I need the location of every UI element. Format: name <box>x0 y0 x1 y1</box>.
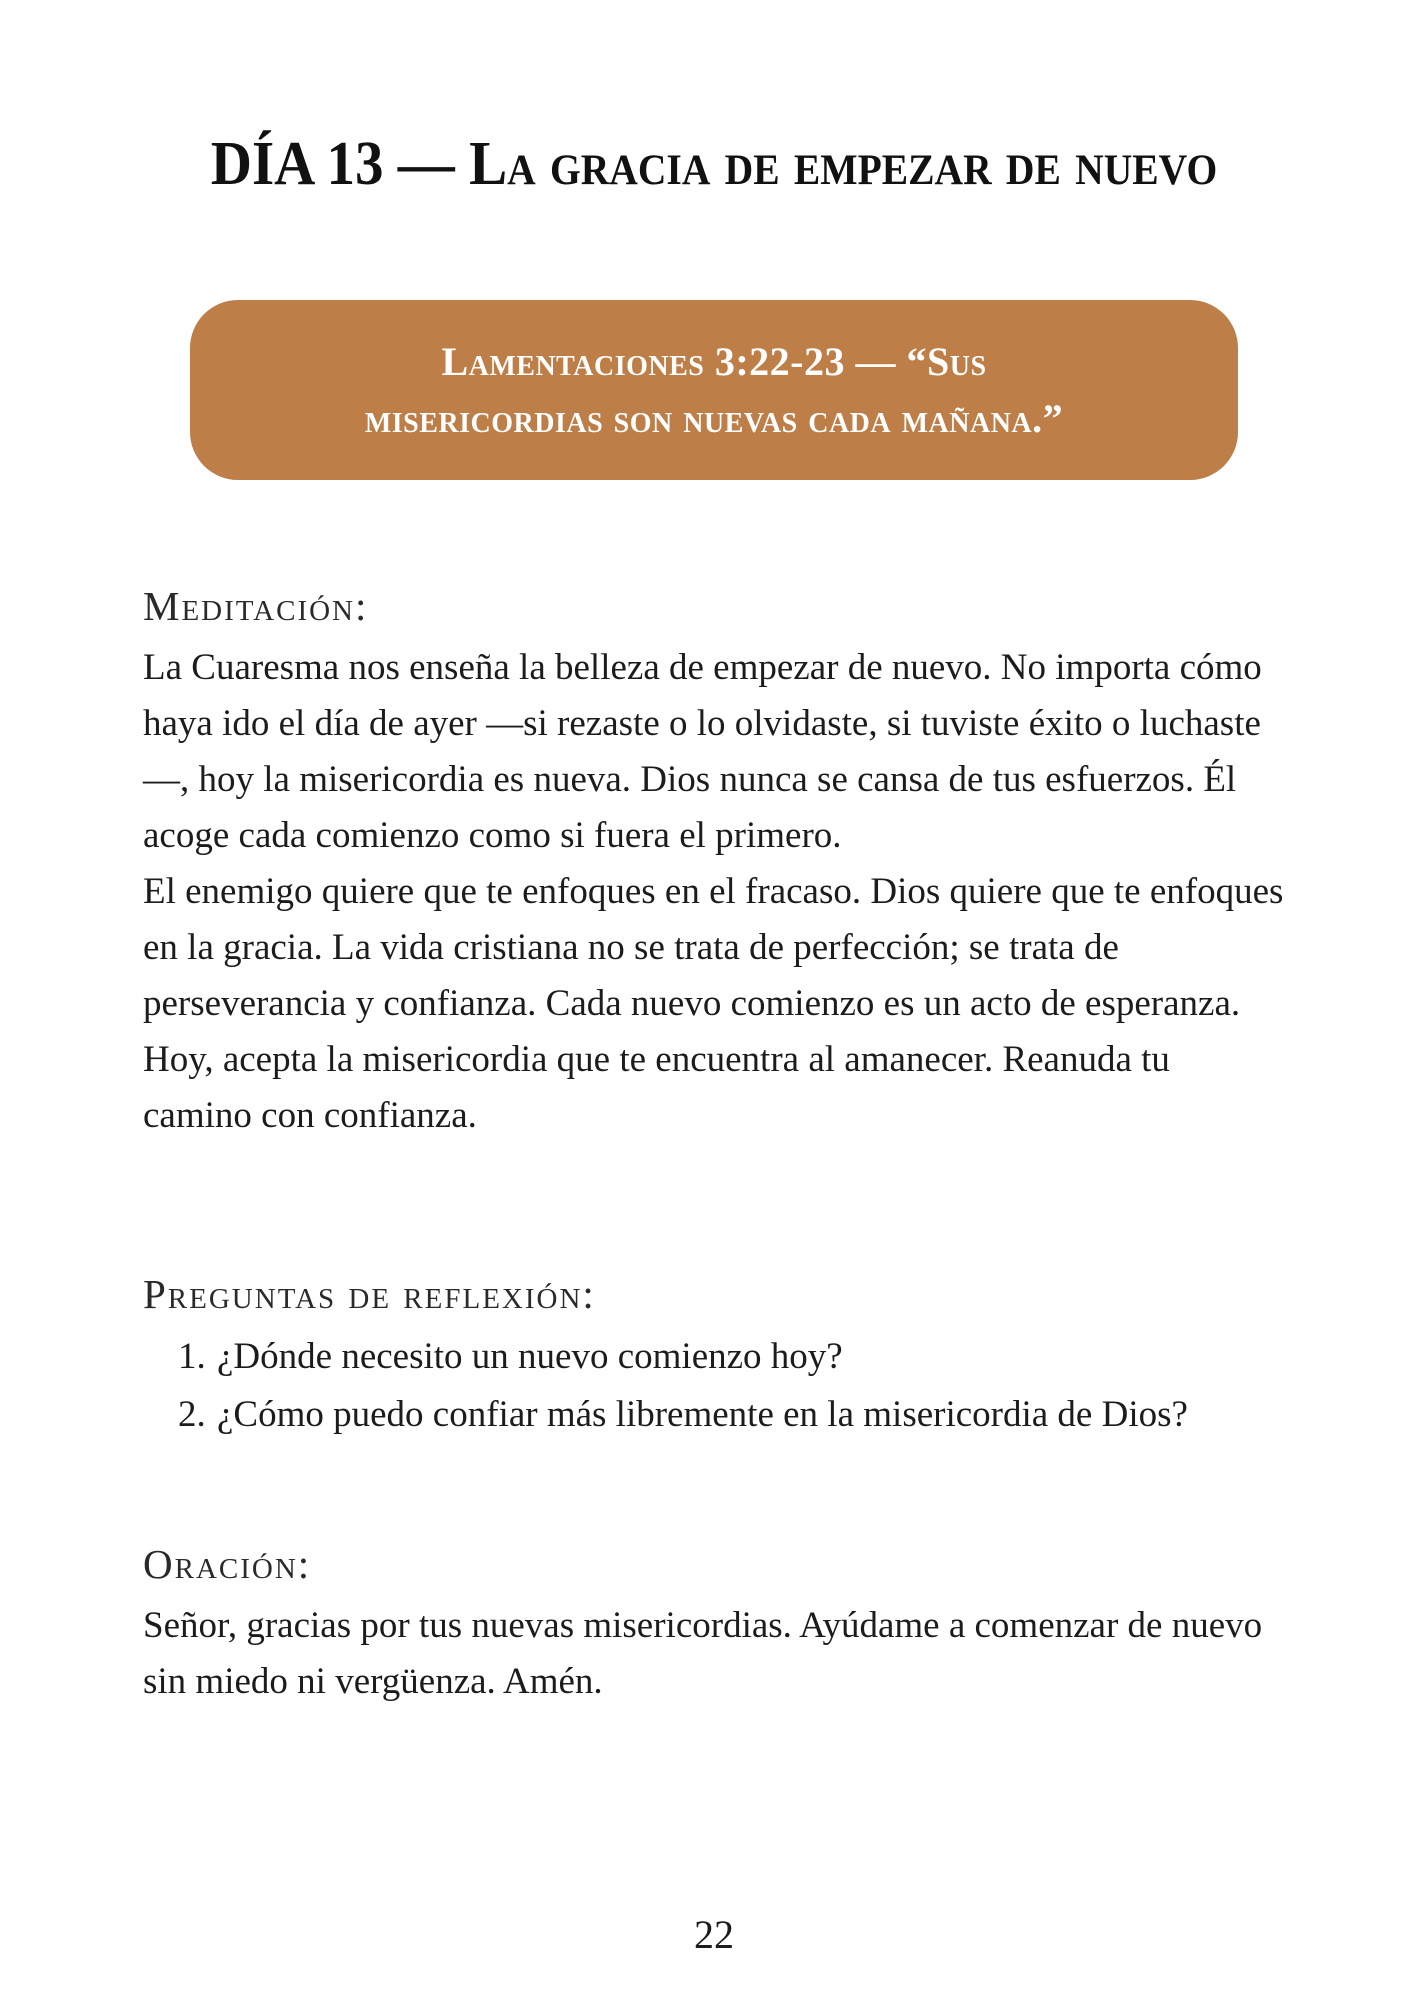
meditation-section <box>143 578 1285 1144</box>
page-content <box>0 578 1428 1710</box>
page-title: DÍA 13 — La gracia de empezar de nuevo <box>210 130 1218 198</box>
meditation-paragraph-1: La Cuaresma nos enseña la belleza de empezar de nuevo. No importa cómo haya ido el día de ayer —si rezaste o lo olvidaste, si tuviste éxito o luchaste—, hoy la misericordia es nueva. Dios nunca se cansa de tus esfuerzos. Él acoge cada comienzo como si fuera el primero. <box>143 647 1262 856</box>
meditation-heading: Meditación: <box>143 583 369 629</box>
prayer-paragraph: Señor, gracias por tus nuevas misericordias. Ayúdame a comenzar de nuevo sin miedo ni vergüenza. Amén. <box>143 1605 1263 1702</box>
verse-banner <box>190 300 1238 480</box>
page-number: 22 <box>694 1912 734 1957</box>
questions-list <box>143 1328 1285 1444</box>
meditation-paragraph-2: El enemigo quiere que te enfoques en el fracaso. Dios quiere que te enfoques en la gracia. La vida cristiana no se trata de perfección; se trata de perseverancia y confianza. Cada nuevo comienzo es un acto de esperanza. Hoy, acepta la misericordia que te encuentra al amanecer. Reanuda tu camino con confianza. <box>143 871 1284 1136</box>
prayer-section <box>143 1536 1285 1710</box>
questions-section <box>143 1266 1285 1444</box>
prayer-heading: Oración: <box>143 1541 312 1587</box>
verse-text: Lamentaciones 3:22-23 — “Sus misericordias son nuevas cada mañana.” <box>364 339 1064 441</box>
question-item-1: 1. ¿Dónde necesito un nuevo comienzo hoy? <box>215 1328 1285 1386</box>
page-footer <box>0 1911 1428 1958</box>
questions-heading: Preguntas de reflexión: <box>143 1271 596 1317</box>
question-item-2: 2. ¿Cómo puedo confiar más libremente en la misericordia de Dios? <box>215 1386 1285 1444</box>
